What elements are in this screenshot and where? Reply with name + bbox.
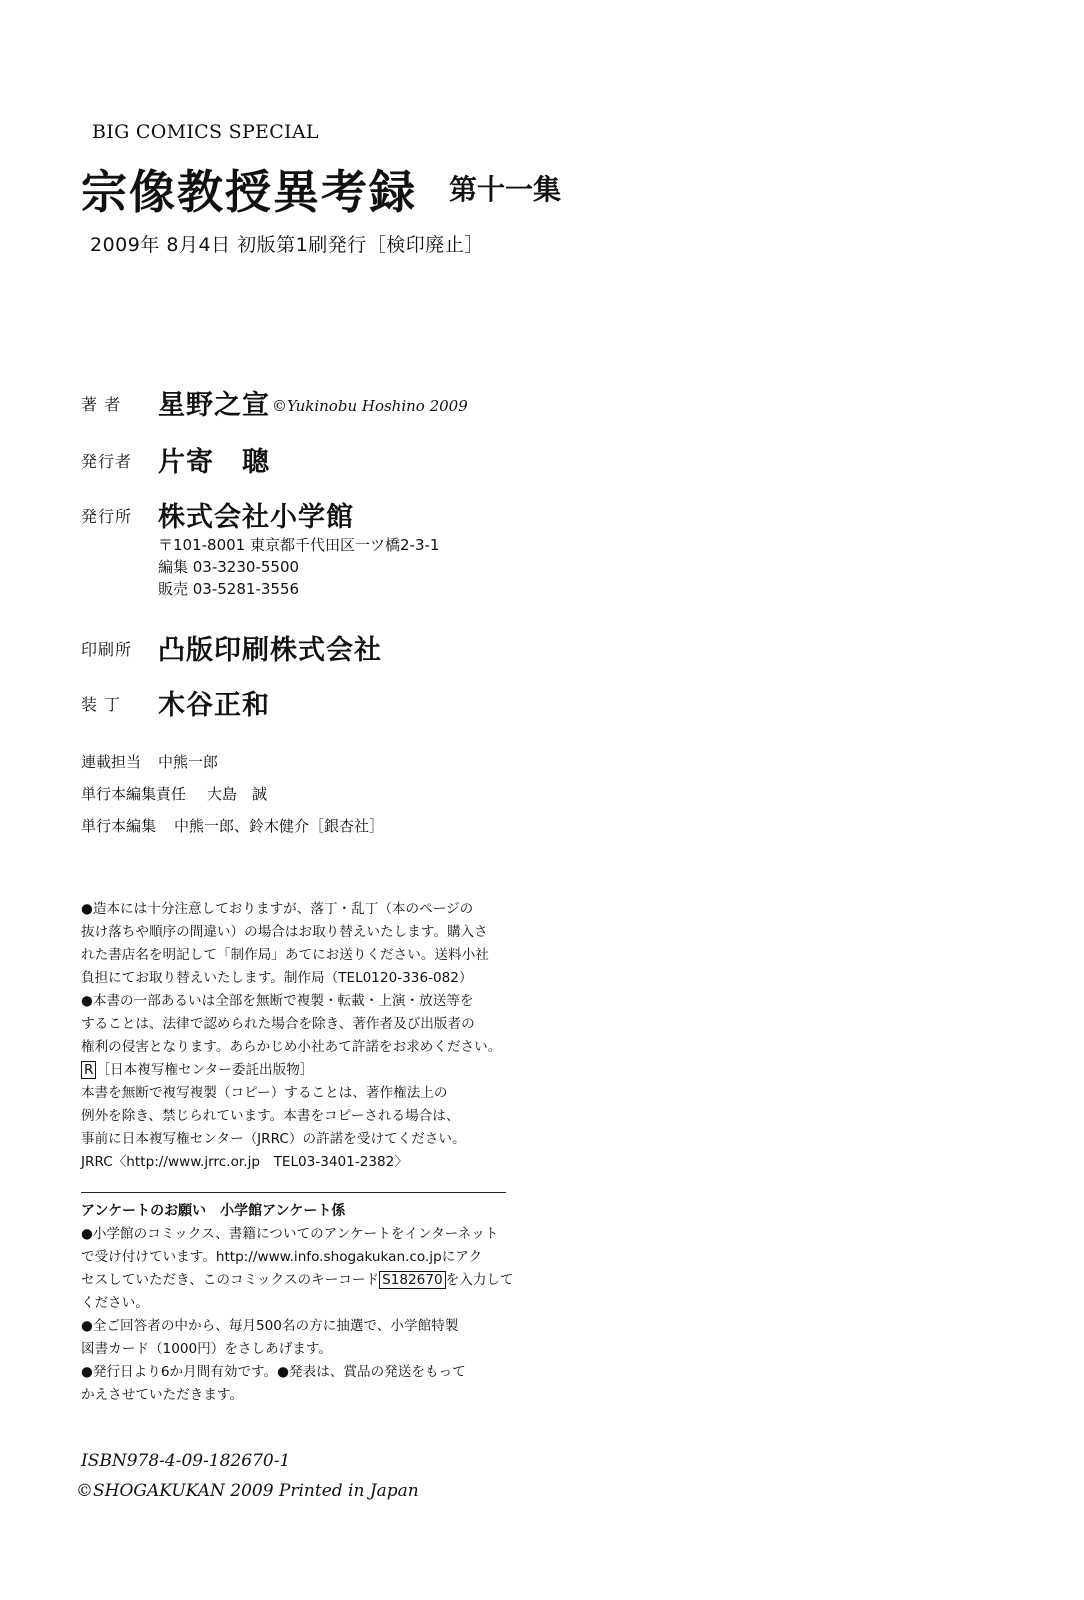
publication-info: 2009年 8月4日 初版第1刷発行［検印廃止］ (90, 234, 484, 256)
publisher-name: 株式会社小学館 (158, 502, 354, 533)
survey-line: 図書カード（1000円）をさしあげます。 (81, 1341, 333, 1357)
author-name: 星野之宣 (158, 390, 270, 421)
publisher-address: 〒101-8001 東京都千代田区一ツ橋2-3-1 (158, 536, 440, 554)
binding-label: 装 丁 (81, 695, 122, 714)
notice-line: 権利の侵害となります。あらかじめ小社あて許諾をお求めください。 (81, 1039, 502, 1055)
series-name: BIG COMICS SPECIAL (92, 121, 319, 143)
survey-section (81, 1200, 514, 1407)
author-label: 著 者 (81, 395, 122, 414)
author-copyright: ©Yukinobu Hoshino 2009 (272, 397, 468, 415)
notice-line: れた書店名を明記して「制作局」あてにお送りください。送料小社 (81, 947, 489, 963)
survey-line: かえさせていただきます。 (81, 1387, 244, 1403)
survey-line: ●小学館のコミックス、書籍についてのアンケートをインターネット (81, 1226, 499, 1242)
jrrc-line: JRRC〈http://www.jrrc.or.jp TEL03-3401-2382〉 (81, 1154, 408, 1170)
printer-name: 凸版印刷株式会社 (158, 635, 382, 666)
survey-line: で受け付けています。http://www.info.shogakukan.co.jpにアク (81, 1249, 483, 1265)
notice-line: ●造本には十分注意しておりますが、落丁・乱丁（本のページの (81, 901, 474, 917)
issuer-name: 片寄 聰 (158, 447, 270, 478)
divider (81, 1192, 506, 1193)
survey-line-with-key (81, 1269, 514, 1292)
publisher-label: 発行所 (81, 507, 133, 526)
survey-line-post: を入力して (445, 1272, 514, 1288)
serial-editor-name: 中熊一郎 (158, 753, 219, 771)
notice-line: することは、法律で認められた場合を除き、著作者及び出版者の (81, 1016, 475, 1032)
book-editor-label: 単行本編集 (81, 817, 157, 835)
serial-editor-label: 連載担当 (81, 753, 142, 771)
survey-line-pre: セスしていただき、このコミックスのキーコード (81, 1272, 380, 1288)
printer-label: 印刷所 (81, 640, 133, 659)
notice-line: 負担にてお取り替えいたします。制作局（TEL0120-336-082） (81, 970, 473, 986)
publisher-sales-tel: 販売 03-5281-3556 (158, 580, 300, 598)
book-chief-editor-label: 単行本編集責任 (81, 785, 187, 803)
jrrc-line: 本書を無断で複写複製（コピー）することは、著作権法上の (81, 1085, 448, 1101)
publisher-editorial-tel: 編集 03-3230-5500 (158, 558, 300, 576)
jrrc-r-mark: R (81, 1061, 96, 1079)
survey-line: ●全ご回答者の中から、毎月500名の方に抽選で、小学館特製 (81, 1318, 459, 1334)
key-code: S182670 (379, 1271, 446, 1289)
survey-heading: アンケートのお願い 小学館アンケート係 (81, 1203, 346, 1219)
book-chief-editor-name: 大島 誠 (207, 785, 268, 803)
jrrc-line: 例外を除き、禁じられています。本書をコピーされる場合は、 (81, 1108, 460, 1124)
legal-notice (81, 898, 506, 1174)
issuer-label: 発行者 (81, 452, 133, 471)
notice-line: 抜け落ちや順序の間違い）の場合はお取り替えいたします。購入さ (81, 924, 488, 940)
publisher-copyright: ©SHOGAKUKAN 2009 Printed in Japan (76, 1481, 419, 1501)
isbn: ISBN978-4-09-182670-1 (81, 1451, 291, 1471)
notice-line: ●本書の一部あるいは全部を無断で複製・転載・上演・放送等を (81, 993, 474, 1009)
binding-name: 木谷正和 (158, 690, 270, 721)
book-title: 宗像教授異考録 (81, 165, 417, 219)
book-editor-names: 中熊一郎、鈴木健介［銀杏社］ (174, 817, 385, 835)
survey-line: ●発行日より6か月間有効です。●発表は、賞品の発送をもって (81, 1364, 466, 1380)
jrrc-title: ［日本複写権センター委託出版物］ (96, 1062, 314, 1078)
survey-line: ください。 (81, 1295, 149, 1311)
jrrc-heading (81, 1059, 506, 1082)
jrrc-line: 事前に日本複写権センター（JRRC）の許諾を受けてください。 (81, 1131, 466, 1147)
volume-number: 第十一集 (449, 173, 562, 206)
